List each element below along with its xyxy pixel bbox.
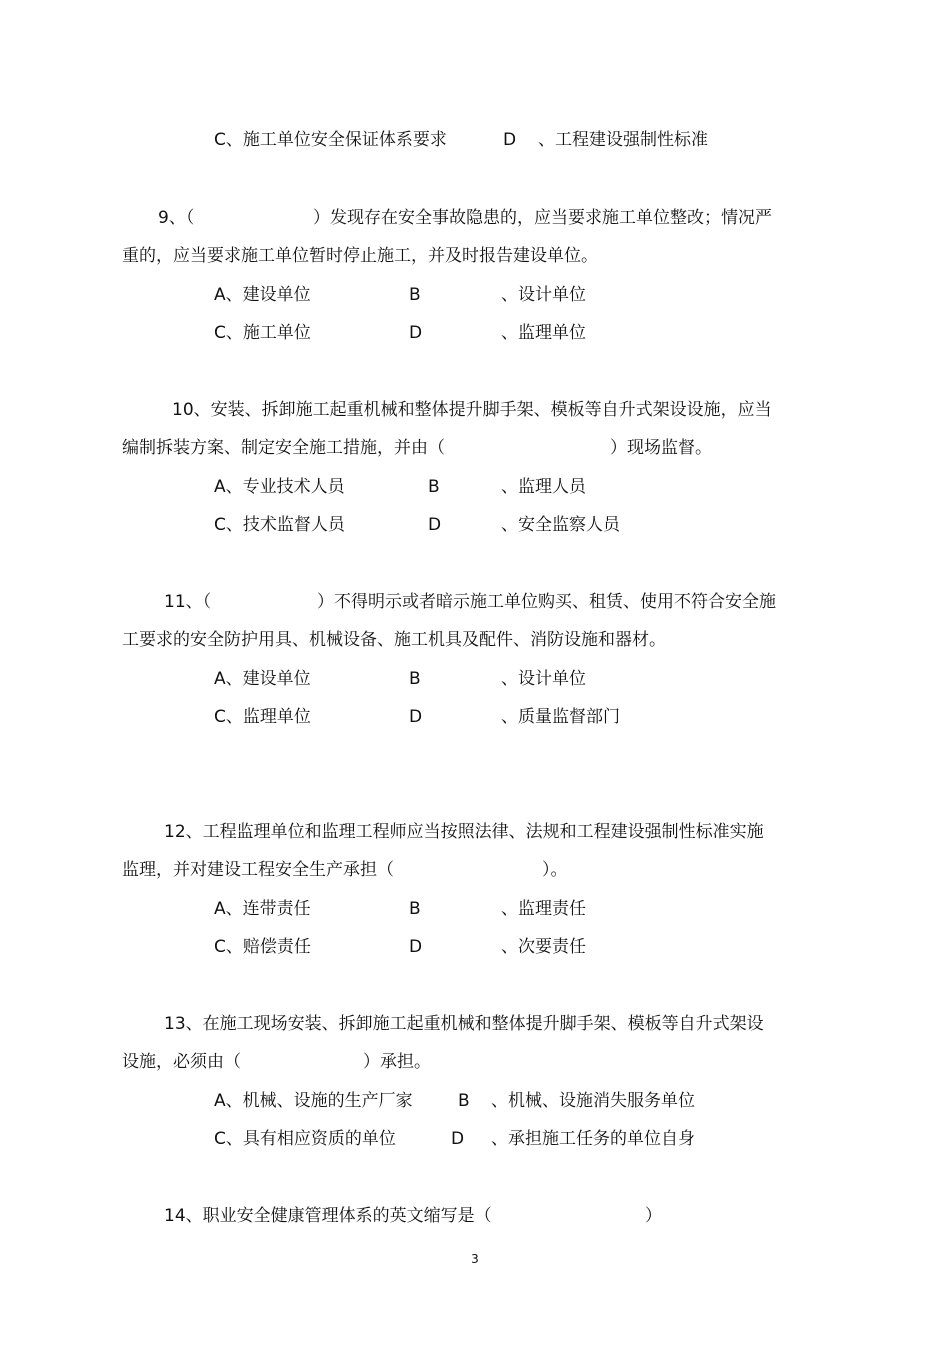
q10-stem-line2-start: 编制拆装方案、制定安全施工措施，并由（	[122, 438, 445, 458]
q13-option-b-letter: B	[458, 1091, 470, 1111]
q12-option-a: A、连带责任	[214, 899, 311, 919]
q12-option-b-letter: B	[409, 899, 421, 919]
q11-stem-line2: 工要求的安全防护用具、机械设备、施工机具及配件、消防设施和器材。	[122, 630, 666, 650]
q13-stem-line1: 13、在施工现场安装、拆卸施工起重机械和整体提升脚手架、模板等自升式架设	[164, 1014, 764, 1034]
q12-option-b-text: 、监理责任	[501, 899, 586, 919]
q11-option-d-letter: D	[409, 707, 423, 727]
q9-prefix: 9、（	[158, 208, 195, 228]
q14-stem-start: 14、职业安全健康管理体系的英文缩写是（	[164, 1206, 492, 1226]
q13-stem-line2-end: ）承担。	[363, 1052, 431, 1072]
q11-option-a: A、建设单位	[214, 669, 311, 689]
q12-stem-line2-end: ）。	[542, 860, 568, 880]
q12-option-c: C、赔偿责任	[214, 937, 311, 957]
q14-stem-end: ）	[645, 1206, 662, 1226]
q10-option-d-letter: D	[428, 515, 442, 535]
q9-stem-line2: 重的，应当要求施工单位暂时停止施工，并及时报告建设单位。	[122, 246, 598, 266]
q8-option-d-letter: D	[503, 130, 517, 150]
q12-stem-line1: 12、工程监理单位和监理工程师应当按照法律、法规和工程建设强制性标准实施	[164, 822, 764, 842]
q12-stem-line2-start: 监理，并对建设工程安全生产承担（	[122, 860, 394, 880]
q9-option-d-text: 、监理单位	[501, 323, 586, 343]
q10-option-a: A、专业技术人员	[214, 477, 345, 497]
q9-option-b-letter: B	[409, 285, 421, 305]
q10-option-b-letter: B	[428, 477, 440, 497]
q9-option-a: A、建设单位	[214, 285, 311, 305]
q13-option-d-letter: D	[451, 1129, 465, 1149]
q11-stem-line1: ）不得明示或者暗示施工单位购买、租赁、使用不符合安全施	[317, 592, 776, 612]
q9-option-b-text: 、设计单位	[501, 285, 586, 305]
q11-prefix: 11、（	[164, 592, 212, 612]
q11-option-b-letter: B	[409, 669, 421, 689]
q11-option-b-text: 、设计单位	[501, 669, 586, 689]
q13-option-c: C、具有相应资质的单位	[214, 1129, 396, 1149]
page-number: 3	[471, 1252, 479, 1266]
q13-stem-line2-start: 设施，必须由（	[122, 1052, 241, 1072]
q11-option-d-text: 、质量监督部门	[501, 707, 620, 727]
q8-option-c: C、施工单位安全保证体系要求	[214, 130, 447, 150]
q10-option-b-text: 、监理人员	[501, 477, 586, 497]
q9-stem-line1: ）发现存在安全事故隐患的，应当要求施工单位整改；情况严	[313, 208, 772, 228]
q8-option-d-text: 、工程建设强制性标准	[538, 130, 708, 150]
q13-option-a: A、机械、设施的生产厂家	[214, 1091, 413, 1111]
q10-stem-line2-end: ）现场监督。	[610, 438, 712, 458]
q10-option-c: C、技术监督人员	[214, 515, 345, 535]
q10-stem-line1: 10、安装、拆卸施工起重机械和整体提升脚手架、模板等自升式架设设施，应当	[172, 400, 772, 420]
q9-option-d-letter: D	[409, 323, 423, 343]
q9-option-c: C、施工单位	[214, 323, 311, 343]
q12-option-d-letter: D	[409, 937, 423, 957]
q12-option-d-text: 、次要责任	[501, 937, 586, 957]
q11-option-c: C、监理单位	[214, 707, 311, 727]
q13-option-b-text: 、机械、设施消失服务单位	[491, 1091, 695, 1111]
q13-option-d-text: 、承担施工任务的单位自身	[491, 1129, 695, 1149]
q10-option-d-text: 、安全监察人员	[501, 515, 620, 535]
